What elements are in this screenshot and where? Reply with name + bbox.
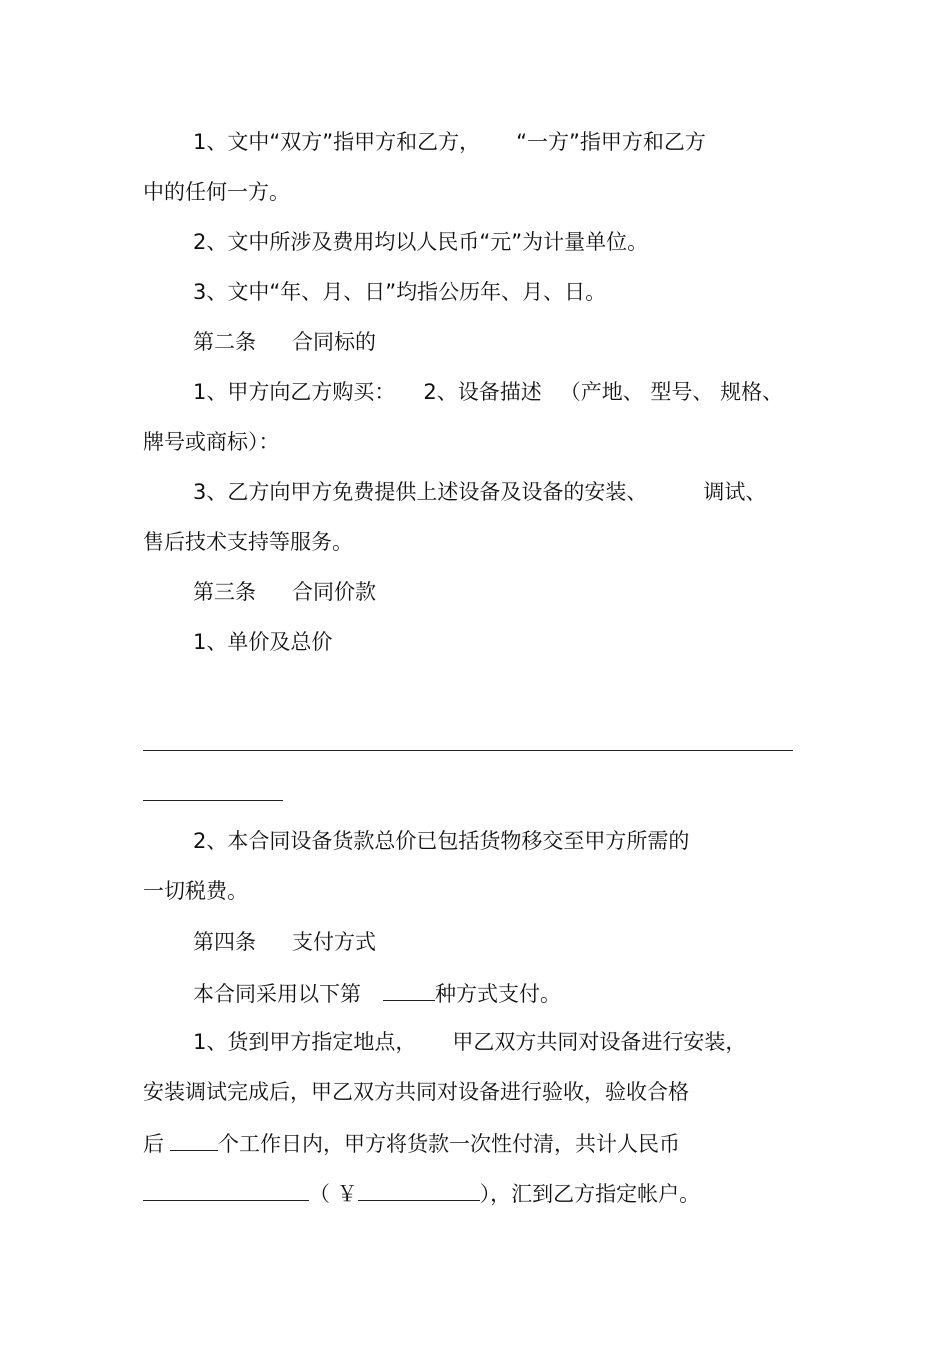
article-number: 第三条 [193, 580, 256, 604]
article-number: 第二条 [193, 330, 256, 354]
article-number: 第四条 [193, 930, 256, 954]
payment-method-blank [383, 978, 435, 1001]
payment-clause-1-cont-2: 后 个工作日内，甲方将货款一次性付清，共计人民币 [143, 1128, 680, 1158]
amount-figures-blank [358, 1178, 480, 1201]
payment-clause-1-cont-1: 安装调试完成后，甲乙双方共同对设备进行验收，验收合格 [143, 1080, 689, 1104]
article-2-clause-3-cont: 售后技术支持等服务。 [143, 530, 353, 554]
article-2-heading [193, 328, 376, 356]
article-3-heading [193, 578, 376, 606]
fill-in-line-short [143, 800, 283, 801]
article-title: 支付方式 [292, 930, 376, 954]
definition-line-1-cont: 中的任何一方。 [143, 180, 290, 204]
article-2-clause-3: 3、乙方向甲方免费提供上述设备及设备的安装、 调试、 [193, 480, 767, 504]
article-4-heading [193, 928, 376, 956]
article-title: 合同标的 [292, 330, 376, 354]
article-3-clause-2-cont: 一切税费。 [143, 879, 248, 903]
article-2-clause-1: 1、甲方向乙方购买： 2、设备描述 （产地、 型号、 规格、 [193, 380, 784, 404]
working-days-blank [170, 1128, 218, 1151]
fill-in-line-long [143, 750, 793, 751]
definition-both-parties: 1、文中“双方”指甲方和乙方， [193, 130, 481, 154]
definition-line-2: 2、文中所涉及费用均以人民币“元”为计量单位。 [193, 230, 649, 254]
payment-clause-1-cont-3: （ ￥ ），汇到乙方指定帐户。 [143, 1178, 700, 1208]
definition-one-party: “一方”指甲方和乙方 [516, 130, 706, 154]
amount-words-blank [143, 1178, 309, 1201]
article-3-clause-1: 1、单价及总价 [193, 630, 333, 654]
definition-line-1 [193, 128, 706, 156]
article-3-clause-2: 2、本合同设备货款总价已包括货物移交至甲方所需的 [193, 829, 690, 853]
payment-clause-1: 1、货到甲方指定地点， 甲乙双方共同对设备进行安装， [193, 1030, 747, 1054]
definition-line-3: 3、文中“年、月、日”均指公历年、月、日。 [193, 280, 607, 304]
payment-method-line: 本合同采用以下第 种方式支付。 [193, 978, 561, 1008]
article-title: 合同价款 [292, 580, 376, 604]
article-2-clause-1-cont: 牌号或商标）： [143, 430, 280, 454]
